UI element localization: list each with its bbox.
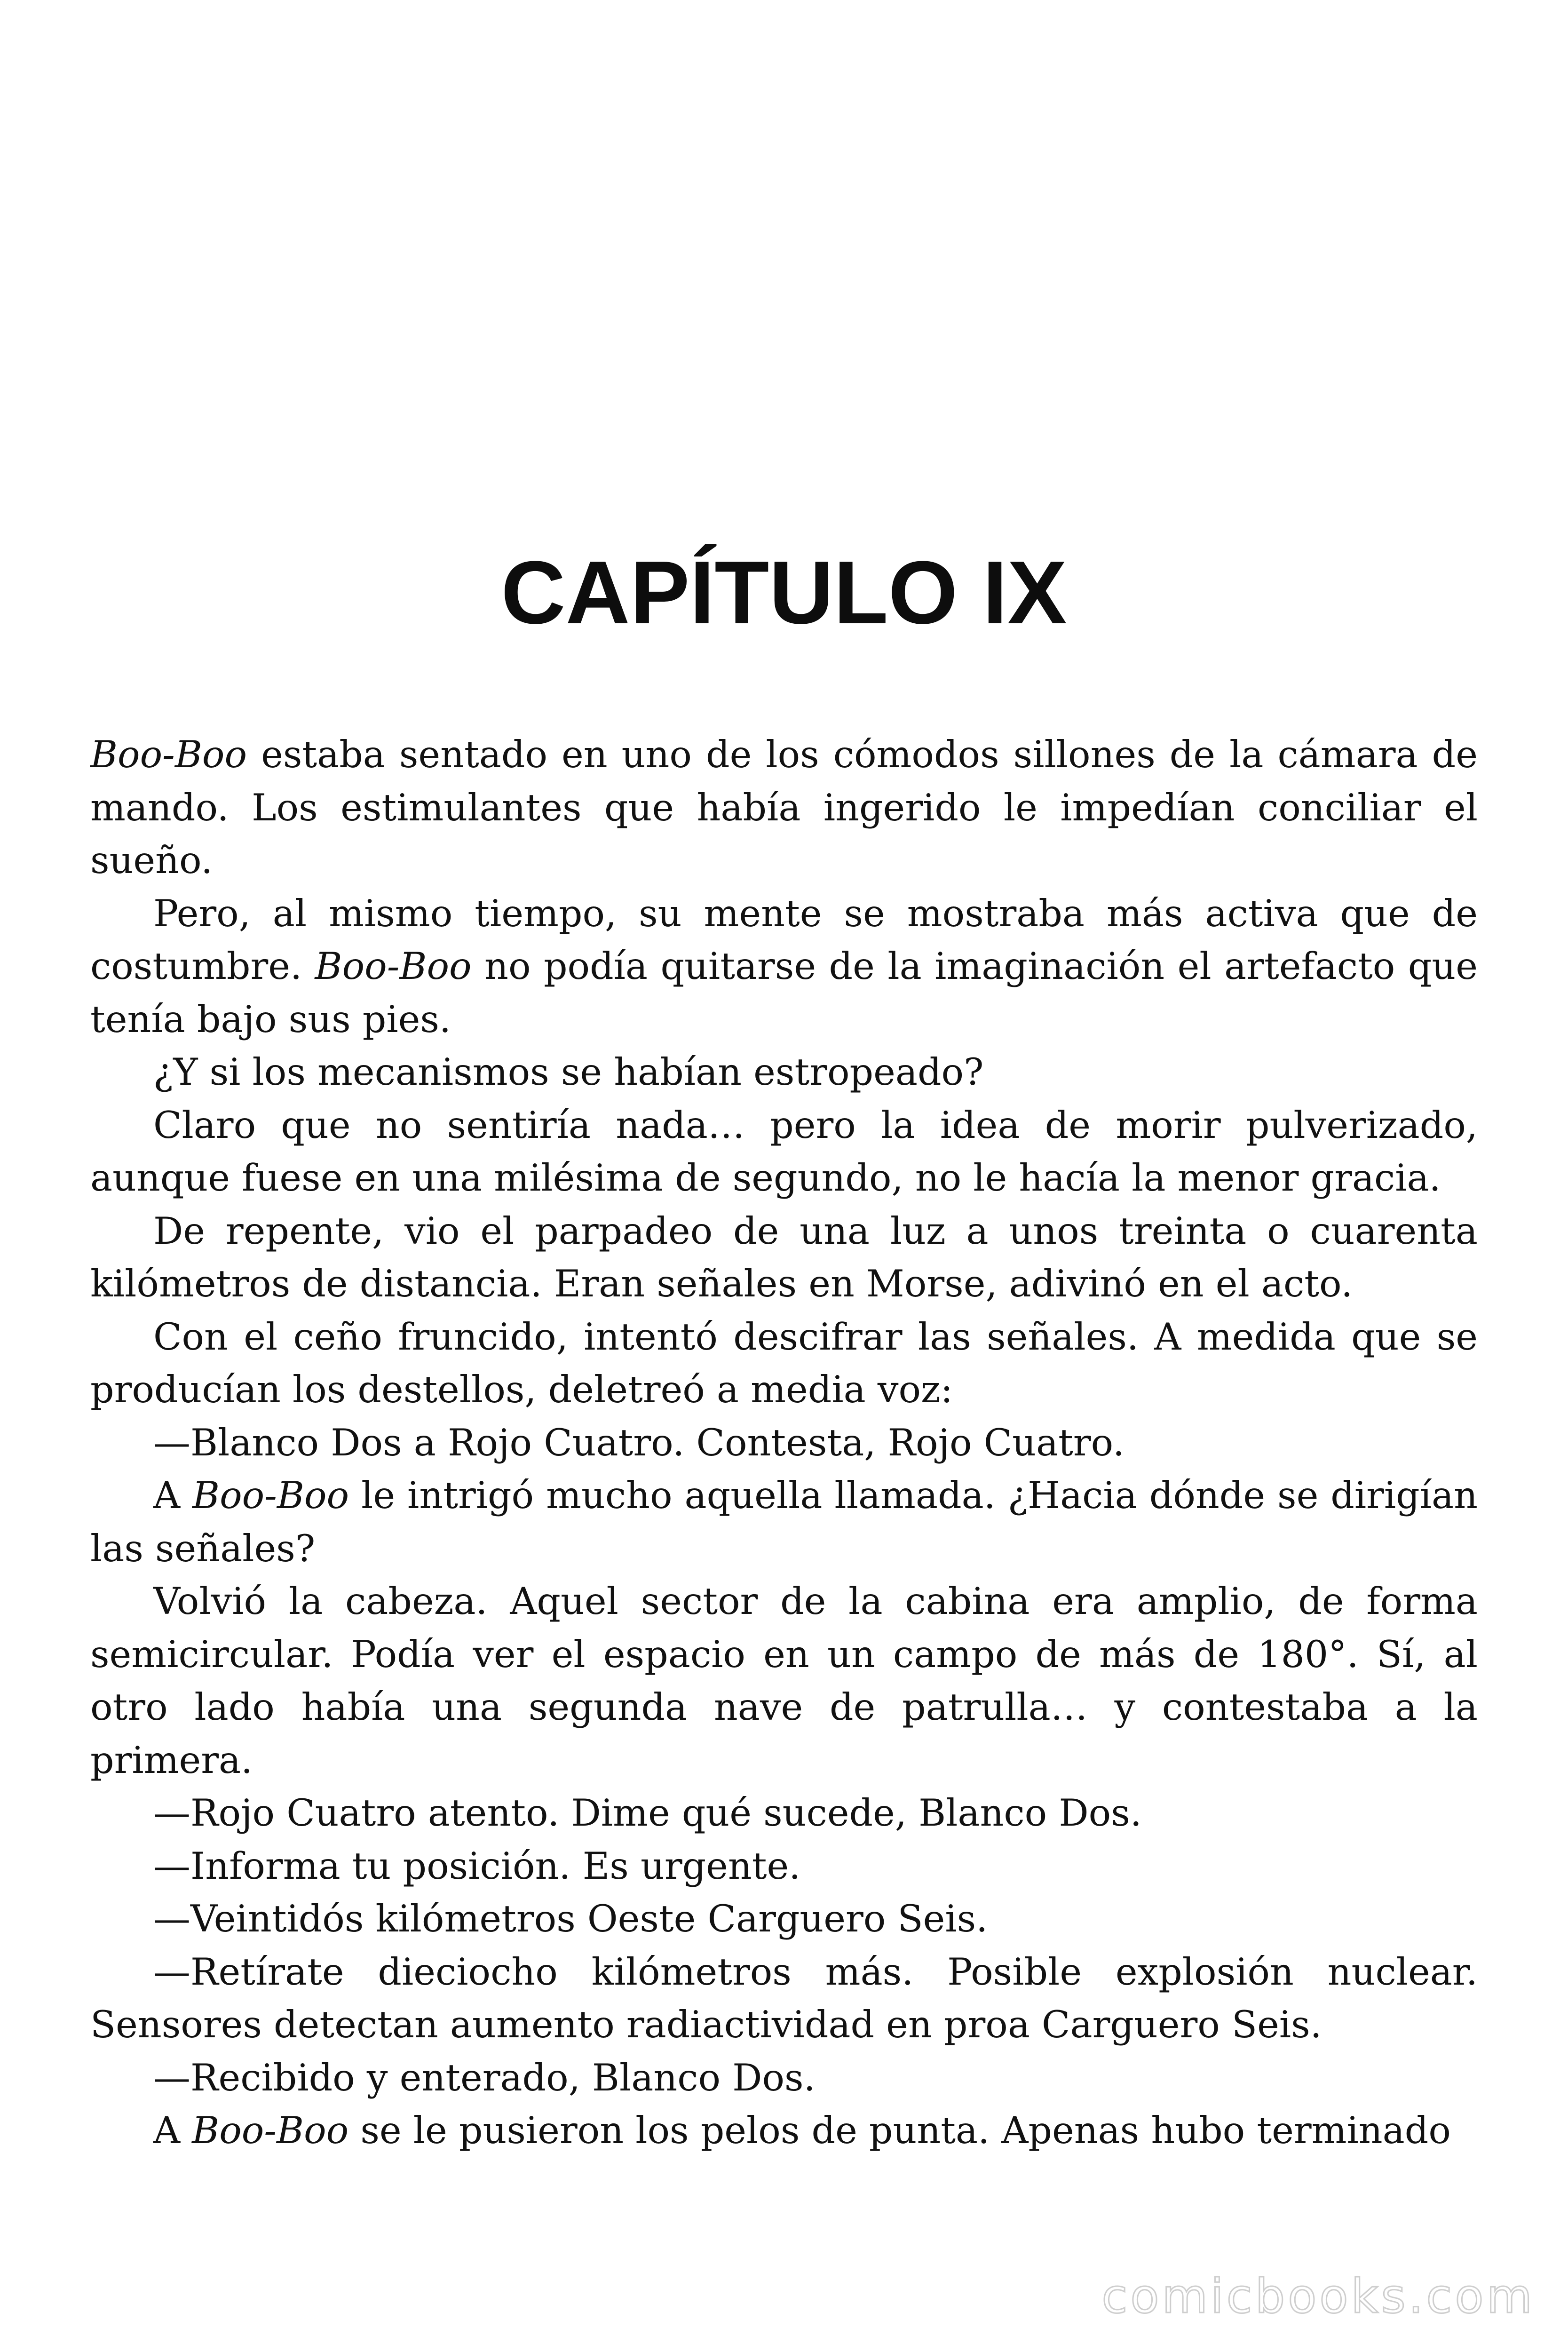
chapter-body <box>90 728 1478 2157</box>
paragraph-9 <box>90 1575 1478 1787</box>
paragraph-1 <box>90 728 1478 887</box>
paragraph-3 <box>90 1046 1478 1099</box>
text-run: Volvió la cabeza. Aquel sector de la cabina era amplio, de forma semicircular. Podía ver el espacio en un campo de más de 180°. Sí, al otro lado había una segunda nave de patrulla… y contestaba a la primera. <box>90 1580 1478 1782</box>
italic-name: Boo-Boo <box>315 945 472 988</box>
italic-name: Boo-Boo <box>192 1474 349 1517</box>
italic-name: Boo-Boo <box>192 2109 349 2152</box>
text-run: A <box>153 1474 193 1517</box>
paragraph-5 <box>90 1205 1478 1311</box>
text-run: ¿Y si los mecanismos se habían estropeado? <box>153 1050 984 1094</box>
paragraph-11 <box>90 1840 1478 1893</box>
paragraph-10 <box>90 1787 1478 1840</box>
paragraph-4 <box>90 1099 1478 1205</box>
text-run: Con el ceño fruncido, intentó descifrar las señales. A medida que se producían los destellos, deletreó a media voz: <box>90 1315 1478 1411</box>
watermark-logo: comicbooks.com <box>1101 2269 1535 2324</box>
paragraph-12 <box>90 1892 1478 1946</box>
text-run: le intrigó mucho aquella llamada. ¿Hacia dónde se dirigían las señales? <box>90 1474 1478 1570</box>
text-run: A <box>153 2109 192 2152</box>
paragraph-14 <box>90 2051 1478 2105</box>
text-run: —Veintidós kilómetros Oeste Carguero Seis. <box>153 1897 988 1940</box>
text-run: De repente, vio el parpadeo de una luz a unos treinta o cuarenta kilómetros de distancia. Eran señales en Morse, adivinó en el acto. <box>90 1209 1478 1305</box>
italic-name: Boo-Boo <box>90 733 247 776</box>
text-run: Claro que no sentiría nada… pero la idea de morir pulverizado, aunque fuese en una milésima de segundo, no le hacía la menor gracia. <box>90 1103 1478 1200</box>
text-run: se le pusieron los pelos de punta. Apenas hubo terminado <box>348 2109 1451 2152</box>
paragraph-13 <box>90 1946 1478 2051</box>
paragraph-7 <box>90 1416 1478 1470</box>
text-run: estaba sentado en uno de los cómodos sillones de la cámara de mando. Los estimulantes que había ingerido le impedían conciliar el sueño. <box>90 733 1478 882</box>
text-run: Pero, al mismo tiempo, su mente se mostraba más activa que de costumbre. <box>90 891 1478 988</box>
paragraph-2 <box>90 887 1478 1046</box>
paragraph-6 <box>90 1311 1478 1416</box>
chapter-title: CAPÍTULO IX <box>501 543 1067 643</box>
text-run: —Rojo Cuatro atento. Dime qué sucede, Blanco Dos. <box>153 1791 1142 1835</box>
paragraph-15 <box>90 2104 1478 2157</box>
text-run: —Recibido y enterado, Blanco Dos. <box>153 2056 816 2099</box>
text-run: —Blanco Dos a Rojo Cuatro. Contesta, Rojo Cuatro. <box>153 1421 1125 1464</box>
text-run: no podía quitarse de la imaginación el artefacto que tenía bajo sus pies. <box>90 945 1478 1041</box>
paragraph-8 <box>90 1469 1478 1575</box>
text-run: —Retírate dieciocho kilómetros más. Posible explosión nuclear. Sensores detectan aumento radiactividad en proa Carguero Seis. <box>90 1950 1478 2046</box>
text-run: —Informa tu posición. Es urgente. <box>153 1844 801 1888</box>
